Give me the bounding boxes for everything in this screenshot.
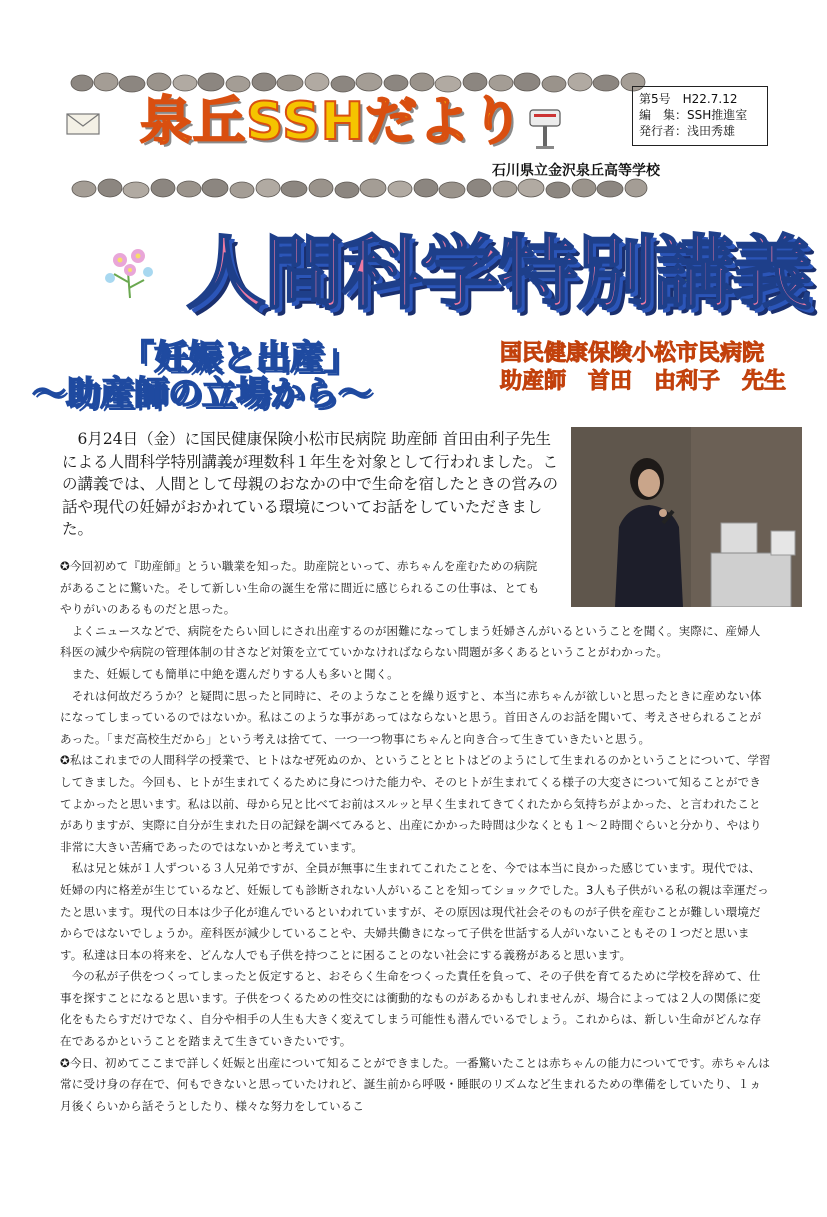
issue-info-box — [632, 86, 768, 146]
issue-number-date: 第5号 H22.7.12 — [639, 92, 738, 106]
essay-paragraph: 私は兄と妹が１人ずついる３人兄弟ですが、全員が無事に生まれてこれたことを、今では本当に良かった感じています。現代では、妊婦の内に格差が生じているなど、妊娠しても診断されない人がいることを知ってショックでした。3人も子供がいる私の親は幸運だったと思います。現代の日本は少子化が進んでいるといわれていますが、その原因は現代社会そのものが子供を産むことが難しい環境だからではないでしょうか。産科医が減少していることや、夫婦共働きになって子供を世話する人がいないこともその１つだと思います。私達は日本の将来を、どんな人でも子供を持つことに困ることのない社会にする義務があると思います。 — [60, 861, 769, 962]
flower-icon-left — [98, 238, 162, 302]
student-essays — [60, 556, 772, 1196]
intro-paragraph — [62, 428, 562, 541]
essay-paragraph: それは何故だろうか？と疑問に思ったと同時に、そのようなことを繰り返すと、本当に赤ちゃんが欲しいと思ったときに産めない体になってしまっているのではないか。私はこのような事があってはならないと思う。首田さんのお話を聞いて、考えさせられることがあった。「まだ高校生だから」という考えは捨てて、一つ一つ物事にちゃんと向き合って生きていきたいと思う。 — [60, 688, 762, 746]
issue-editor: 編 集：SSH推進室 — [639, 108, 748, 122]
school-name: 石川県立金沢泉丘高等学校 — [492, 163, 660, 179]
speaker-info — [500, 340, 786, 396]
lecture-title: 人間科学特別講義 — [186, 227, 810, 320]
subtitle-line-1: 「妊娠と出産」 — [120, 338, 358, 378]
mailbox-icon — [527, 106, 563, 150]
essay-paragraph: よくニュースなどで、病院をたらい回しにされ出産するのが困難になってしまう妊婦さんがいるということを聞く。実際に、産婦人科医の減少や病院の管理体制の甘さなど対策を立てていかなければならない問題が多くあるということがわかった。 — [60, 623, 761, 660]
intro-text: 6月24日（金）に国民健康保険小松市民病院 助産師 首田由利子先生による人間科学特別講義が理数科１年生を対象として行われました。この講義では、人間として母親のおなかの中で生命を宿したときの営みの話や現代の妊婦がおかれている環境についてお話をしていただきました。 — [62, 430, 559, 538]
essay-paragraph: ✪私はこれまでの人間科学の授業で、ヒトはなぜ死ぬのか、ということとヒトはどのようにして生まれるのかということについて、学習してきました。今回も、ヒトが生まれてくるために身につけた能力や、そのヒトが生まれてくる様子の大変さについて知ることができてよかったと思います。私は以前、母から兄と比べてお前はスルッと早く生まれてきてくれたから気持ちがよかった、と言われたことがありますが、実際に自分が生まれた日の記録を調べてみると、出産にかかった時間は少なくとも１～２時間ぐらいと分かり、やはり非常に大きい苦痛であったのではないかと考えています。 — [60, 753, 771, 854]
essay-paragraph: ✪今回初めて『助産師』とうい職業を知った。助産院といって、赤ちゃんを産むための病院があることに驚いた。そして新しい生命の誕生を常に間近に感じられるこの仕事は、とてもやりがいのあるものだと思った。 — [60, 559, 540, 617]
envelope-icon — [66, 112, 100, 136]
essay-paragraph: 今の私が子供をつくってしまったと仮定すると、おそらく生命をつくった責任を負って、その子供を育てるために学校を辞めて、仕事を探すことになると思います。子供をつくるための性交には衝動的なものがあるかもしれませんが、場合によっては２人の関係に変化をもたらすだけでなく、自分や相手の人生も大きく変えてしまう可能性も潜んでいるでしょう。これからは、新しい生命がどんな存在であるかということを踏まえて生きていきたいです。 — [60, 969, 762, 1049]
speaker-name: 助産師 首田 由利子 先生 — [500, 369, 787, 394]
essay-paragraph: また、妊娠しても簡単に中絶を選んだりする人も多いと聞く。 — [71, 666, 399, 681]
hospital-name: 国民健康保険小松市民病院 — [500, 341, 765, 366]
issue-publisher: 発行者：浅田秀雄 — [639, 124, 736, 138]
masthead-title: 泉丘SSHだより — [140, 92, 525, 152]
essay-paragraph: ✪今日、初めてここまで詳しく妊娠と出産について知ることができました。一番驚いたことは赤ちゃんの能力についてです。赤ちゃんは常に受け身の存在で、何もできないと思っていたけれど、誕生前から呼吸・睡眠のリズムなど生まれるための準備をしていたり、１ヵ月後くらいから話そうとしたり、様々な努力をしているこ — [60, 1055, 771, 1113]
subtitle-line-2: ～助産師の立場から～ — [32, 374, 372, 414]
